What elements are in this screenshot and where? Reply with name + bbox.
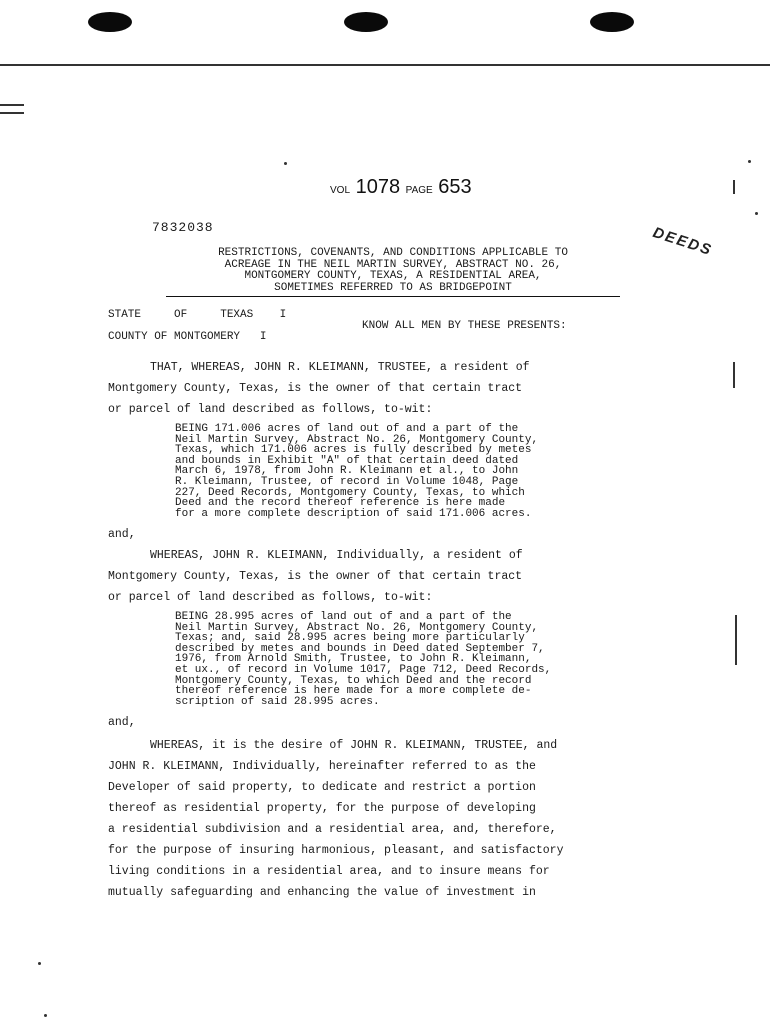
title-line: SOMETIMES REFERRED TO AS BRIDGEPOINT	[274, 281, 512, 294]
scan-speck	[38, 962, 41, 965]
text-line: thereof as residential property, for the purpose of developing	[108, 802, 536, 815]
text-line: Montgomery County, Texas, is the owner of that certain tract	[108, 382, 523, 395]
text-line: or parcel of land described as follows, to-wit:	[108, 403, 433, 416]
scan-speck	[284, 162, 287, 165]
text-line: WHEREAS, JOHN R. KLEIMANN, Individually, a resident of	[150, 549, 523, 562]
text-line: or parcel of land described as follows, to-wit:	[108, 591, 433, 604]
scan-margin-mark	[733, 362, 735, 388]
punch-hole-center	[344, 12, 388, 32]
quote-line: for a more complete description of said 171.006 acres.	[175, 507, 532, 520]
quote-line: described by metes and bounds in Deed dated September 7,	[175, 642, 545, 655]
text-line: living conditions in a residential area, and to insure means for	[108, 865, 550, 878]
paragraph-1	[108, 357, 688, 420]
page-label: PAGE	[405, 185, 433, 196]
punch-hole-left	[88, 12, 132, 32]
text-line: JOHN R. KLEIMANN, Individually, hereinafter referred to as the	[108, 760, 536, 773]
quote-line: BEING 171.006 acres of land out of and a part of the	[175, 423, 519, 435]
quote-line: scription of said 28.995 acres.	[175, 695, 380, 708]
quote-line: thereof reference is here made for a more complete de-	[175, 685, 532, 698]
document-title	[166, 248, 620, 297]
text-line: THAT, WHEREAS, JOHN R. KLEIMANN, TRUSTEE, a resident of	[150, 361, 530, 374]
deeds-stamp: DEEDS	[650, 224, 715, 260]
quote-line: 227, Deed Records, Montgomery County, Texas, to which	[175, 486, 525, 499]
text-line: for the purpose of insuring harmonious, pleasant, and satisfactory	[108, 844, 564, 857]
scan-speck	[44, 1014, 47, 1017]
scan-margin-mark	[733, 180, 735, 194]
text-line: a residential subdivision and a residential area, and, therefore,	[108, 823, 557, 836]
scan-margin-mark	[735, 615, 737, 665]
quote-line: Neil Martin Survey, Abstract No. 26, Montgomery County,	[175, 433, 539, 446]
quote-line: Deed and the record thereof reference is here made	[175, 497, 506, 510]
and-connector: and,	[108, 716, 136, 729]
quote-line: 1976, from Arnold Smith, Trustee, to John R. Kleimann,	[175, 653, 532, 666]
title-line: MONTGOMERY COUNTY, TEXAS, A RESIDENTIAL AREA,	[244, 270, 542, 282]
paragraph-2	[108, 545, 688, 608]
quote-line: Montgomery County, Texas, to which Deed and the record	[175, 674, 532, 687]
county-line: COUNTY OF MONTGOMERY I	[108, 331, 267, 343]
vol-number: 1078	[355, 176, 401, 198]
title-line: RESTRICTIONS, COVENANTS, AND CONDITIONS APPLICABLE TO	[218, 247, 568, 259]
quoted-description-1	[175, 424, 655, 519]
state-line: STATE OF TEXAS I	[108, 309, 287, 321]
punch-hole-right	[590, 12, 634, 32]
scan-speck	[748, 160, 751, 163]
quote-line: Neil Martin Survey, Abstract No. 26, Montgomery County,	[175, 621, 539, 634]
quoted-description-2	[175, 612, 655, 707]
quote-line: Texas, which 171.006 acres is fully described by metes	[175, 444, 532, 457]
scan-edge-mark	[0, 104, 24, 114]
scan-speck	[755, 212, 758, 215]
page-number: 653	[438, 176, 472, 198]
text-line: mutually safeguarding and enhancing the value of investment in	[108, 886, 536, 899]
text-line: Montgomery County, Texas, is the owner of that certain tract	[108, 570, 523, 583]
vol-label: VOL	[330, 185, 351, 196]
know-all-men: KNOW ALL MEN BY THESE PRESENTS:	[362, 320, 567, 332]
document-number: 7832038	[152, 220, 214, 235]
quote-line: et ux., of record in Volume 1017, Page 712, Deed Records,	[175, 663, 552, 676]
quote-line: and bounds in Exhibit "A" of that certain deed dated	[175, 454, 519, 467]
quote-line: BEING 28.995 acres of land out of and a part of the	[175, 611, 512, 623]
text-line: WHEREAS, it is the desire of JOHN R. KLEIMANN, TRUSTEE, and	[150, 739, 558, 752]
quote-line: R. Kleimann, Trustee, of record in Volume 1048, Page	[175, 475, 519, 488]
quote-line: March 6, 1978, from John R. Kleimann et al., to John	[175, 465, 519, 478]
volume-page-stamp	[330, 176, 472, 199]
paragraph-3	[108, 735, 688, 903]
scan-top-line	[0, 64, 770, 66]
text-line: Developer of said property, to dedicate and restrict a portion	[108, 781, 536, 794]
and-connector: and,	[108, 528, 136, 541]
title-line: ACREAGE IN THE NEIL MARTIN SURVEY, ABSTRACT NO. 26,	[224, 258, 562, 271]
quote-line: Texas; and, said 28.995 acres being more particularly	[175, 632, 525, 645]
